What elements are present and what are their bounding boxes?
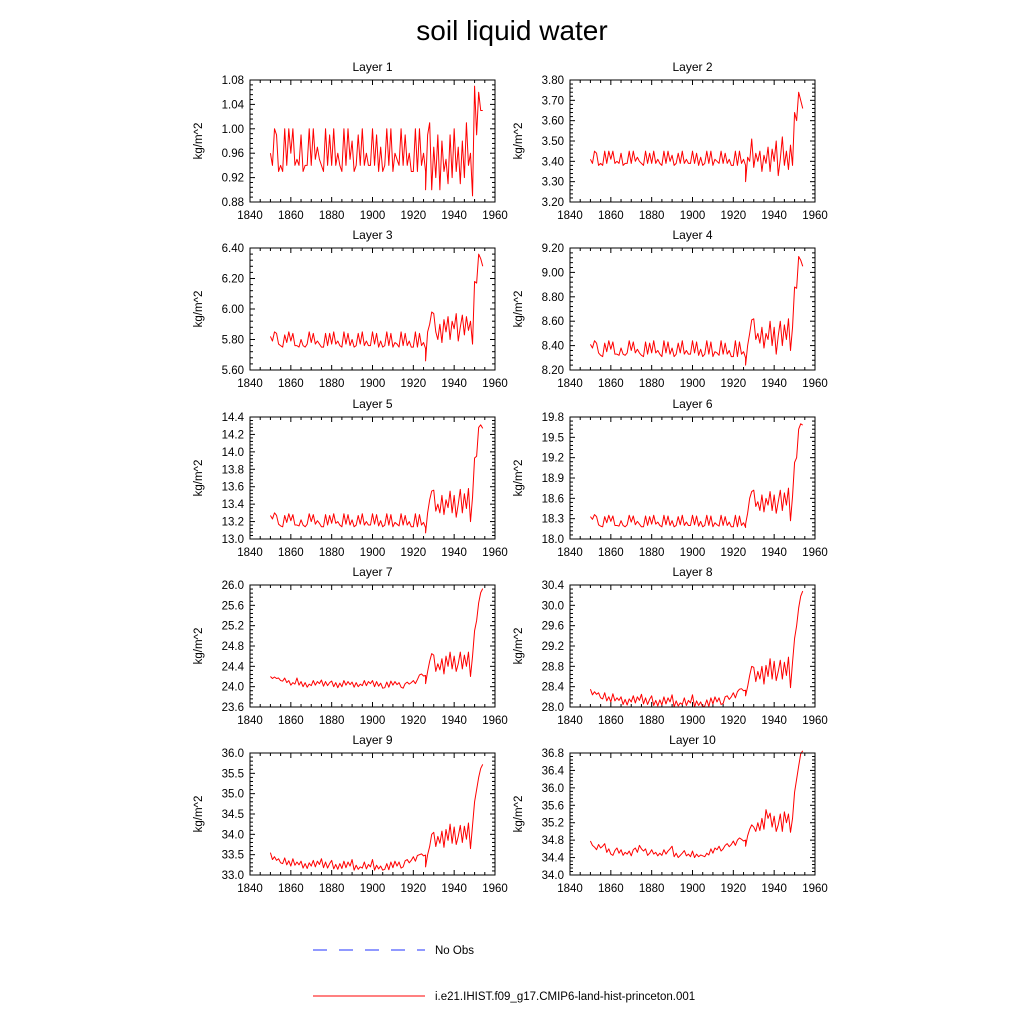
y-tick-label: 18.6 bbox=[541, 493, 564, 506]
y-tick-label: 24.4 bbox=[221, 661, 244, 674]
x-tick-label: 1900 bbox=[359, 547, 386, 559]
y-tick-label: 0.92 bbox=[221, 172, 244, 185]
y-tick-label: 8.40 bbox=[541, 340, 564, 353]
y-tick-label: 34.0 bbox=[541, 870, 564, 882]
chart-panel bbox=[513, 397, 828, 559]
y-tick-label: 13.4 bbox=[221, 499, 244, 512]
x-tick-label: 1900 bbox=[679, 715, 706, 727]
x-tick-label: 1900 bbox=[679, 883, 706, 895]
x-tick-label: 1900 bbox=[359, 378, 386, 390]
x-tick-label: 1920 bbox=[720, 547, 747, 559]
y-tick-label: 5.60 bbox=[221, 365, 244, 377]
y-tick-label: 13.0 bbox=[221, 534, 244, 546]
x-tick-label: 1840 bbox=[237, 715, 263, 727]
y-tick-label: 3.70 bbox=[541, 95, 564, 108]
y-tick-label: 29.2 bbox=[541, 641, 564, 653]
panel-title: Layer 2 bbox=[672, 60, 713, 74]
x-tick-label: 1840 bbox=[237, 547, 263, 559]
chart-panel bbox=[193, 60, 508, 222]
x-tick-label: 1900 bbox=[679, 378, 706, 390]
y-tick-label: 36.0 bbox=[221, 748, 244, 760]
series-line bbox=[590, 751, 802, 858]
x-tick-label: 1840 bbox=[557, 378, 583, 390]
x-tick-label: 1940 bbox=[441, 210, 467, 222]
legend bbox=[313, 945, 695, 1003]
series-line bbox=[270, 425, 482, 533]
y-tick-label: 28.4 bbox=[541, 681, 564, 694]
y-tick-label: 34.4 bbox=[541, 852, 564, 865]
y-tick-label: 14.2 bbox=[221, 429, 244, 442]
y-tick-label: 0.96 bbox=[221, 148, 244, 161]
y-tick-label: 29.6 bbox=[541, 620, 564, 633]
y-tick-label: 18.3 bbox=[541, 513, 564, 526]
x-tick-label: 1920 bbox=[400, 210, 427, 222]
panel-title: Layer 8 bbox=[672, 565, 713, 579]
x-tick-label: 1940 bbox=[441, 378, 467, 390]
x-tick-label: 1880 bbox=[638, 547, 665, 559]
chart-panel bbox=[193, 565, 508, 727]
plot-frame bbox=[570, 80, 815, 202]
x-tick-label: 1860 bbox=[278, 210, 304, 222]
y-axis-label: kg/m^2 bbox=[513, 795, 525, 833]
chart-panel bbox=[193, 733, 508, 895]
y-tick-label: 3.60 bbox=[541, 115, 564, 128]
plot-frame bbox=[570, 585, 815, 707]
chart-panel bbox=[513, 565, 828, 727]
y-tick-label: 13.8 bbox=[221, 464, 244, 477]
x-tick-label: 1880 bbox=[638, 715, 665, 727]
series-line bbox=[270, 589, 482, 689]
y-axis-label: kg/m^2 bbox=[193, 459, 205, 497]
y-axis-label: kg/m^2 bbox=[193, 122, 205, 160]
chart-panel bbox=[193, 397, 508, 559]
x-tick-label: 1960 bbox=[802, 547, 828, 559]
y-tick-label: 23.6 bbox=[221, 702, 244, 714]
legend-model-label: i.e21.IHIST.f09_g17.CMIP6-land-hist-princeton.001 bbox=[435, 991, 696, 1003]
y-tick-label: 33.0 bbox=[221, 870, 244, 882]
y-tick-label: 36.0 bbox=[541, 782, 564, 795]
x-tick-label: 1960 bbox=[482, 883, 508, 895]
y-tick-label: 14.0 bbox=[221, 446, 244, 459]
plot-frame bbox=[250, 248, 495, 370]
plot-frame bbox=[570, 417, 815, 539]
x-tick-label: 1960 bbox=[482, 715, 508, 727]
x-tick-label: 1860 bbox=[598, 210, 624, 222]
x-tick-label: 1840 bbox=[557, 210, 583, 222]
x-tick-label: 1960 bbox=[802, 210, 828, 222]
x-tick-label: 1940 bbox=[761, 210, 787, 222]
x-tick-label: 1940 bbox=[441, 715, 467, 727]
y-tick-label: 13.2 bbox=[221, 516, 244, 529]
y-tick-label: 30.4 bbox=[541, 580, 564, 592]
series-line bbox=[270, 764, 482, 870]
x-tick-label: 1880 bbox=[638, 210, 665, 222]
x-tick-label: 1900 bbox=[359, 210, 386, 222]
figure-title: soil liquid water bbox=[416, 15, 608, 46]
y-tick-label: 9.00 bbox=[541, 267, 564, 280]
x-tick-label: 1900 bbox=[679, 547, 706, 559]
y-tick-label: 3.40 bbox=[541, 156, 564, 169]
plot-frame bbox=[250, 753, 495, 875]
y-tick-label: 8.80 bbox=[541, 291, 564, 304]
y-axis-label: kg/m^2 bbox=[193, 795, 205, 833]
x-tick-label: 1840 bbox=[237, 210, 263, 222]
x-tick-label: 1880 bbox=[318, 210, 345, 222]
y-tick-label: 33.5 bbox=[221, 849, 244, 862]
plot-frame bbox=[570, 753, 815, 875]
series-line bbox=[590, 424, 802, 528]
y-tick-label: 3.20 bbox=[541, 197, 564, 209]
x-tick-label: 1920 bbox=[400, 378, 427, 390]
panel-title: Layer 1 bbox=[352, 60, 393, 74]
y-tick-label: 14.4 bbox=[221, 412, 244, 424]
x-tick-label: 1900 bbox=[359, 715, 386, 727]
x-tick-label: 1940 bbox=[441, 883, 467, 895]
x-tick-label: 1900 bbox=[359, 883, 386, 895]
chart-panel bbox=[193, 228, 508, 390]
x-tick-label: 1960 bbox=[802, 378, 828, 390]
y-tick-label: 36.8 bbox=[541, 748, 564, 760]
series-line bbox=[590, 92, 802, 181]
chart-panels bbox=[193, 60, 828, 895]
panel-title: Layer 4 bbox=[672, 228, 713, 242]
y-tick-label: 18.9 bbox=[541, 473, 564, 485]
y-tick-label: 30.0 bbox=[541, 600, 564, 613]
y-tick-label: 5.80 bbox=[221, 334, 244, 347]
x-tick-label: 1900 bbox=[679, 210, 706, 222]
y-axis-label: kg/m^2 bbox=[513, 459, 525, 497]
x-tick-label: 1860 bbox=[598, 547, 624, 559]
x-tick-label: 1840 bbox=[557, 715, 583, 727]
x-tick-label: 1920 bbox=[720, 715, 747, 727]
x-tick-label: 1880 bbox=[318, 547, 345, 559]
y-tick-label: 36.4 bbox=[541, 765, 564, 778]
y-tick-label: 26.0 bbox=[221, 580, 244, 592]
x-tick-label: 1860 bbox=[598, 378, 624, 390]
panel-title: Layer 3 bbox=[352, 228, 393, 242]
x-tick-label: 1960 bbox=[482, 378, 508, 390]
y-tick-label: 1.08 bbox=[221, 75, 244, 87]
y-tick-label: 35.6 bbox=[541, 800, 564, 813]
x-tick-label: 1960 bbox=[482, 210, 508, 222]
x-tick-label: 1940 bbox=[761, 378, 787, 390]
chart-panel bbox=[513, 60, 828, 222]
x-tick-label: 1920 bbox=[720, 378, 747, 390]
x-tick-label: 1860 bbox=[598, 883, 624, 895]
y-tick-label: 19.8 bbox=[541, 412, 564, 424]
y-tick-label: 8.60 bbox=[541, 316, 564, 329]
chart-panel bbox=[513, 733, 828, 895]
x-tick-label: 1860 bbox=[278, 715, 304, 727]
x-tick-label: 1880 bbox=[318, 883, 345, 895]
x-tick-label: 1840 bbox=[557, 547, 583, 559]
x-tick-label: 1920 bbox=[400, 883, 427, 895]
y-tick-label: 13.6 bbox=[221, 481, 244, 494]
panel-title: Layer 5 bbox=[352, 397, 393, 411]
plot-frame bbox=[250, 585, 495, 707]
x-tick-label: 1960 bbox=[802, 715, 828, 727]
y-tick-label: 8.20 bbox=[541, 365, 564, 377]
panel-title: Layer 9 bbox=[352, 733, 393, 747]
chart-panel bbox=[513, 228, 828, 390]
y-tick-label: 6.20 bbox=[221, 273, 244, 286]
y-axis-label: kg/m^2 bbox=[513, 627, 525, 665]
y-tick-label: 9.20 bbox=[541, 243, 564, 255]
y-tick-label: 18.0 bbox=[541, 534, 564, 546]
x-tick-label: 1860 bbox=[278, 883, 304, 895]
y-tick-label: 34.0 bbox=[221, 829, 244, 842]
y-axis-label: kg/m^2 bbox=[513, 290, 525, 328]
y-tick-label: 25.2 bbox=[221, 620, 244, 633]
y-axis-label: kg/m^2 bbox=[193, 627, 205, 665]
y-tick-label: 1.00 bbox=[221, 123, 244, 136]
series-line bbox=[590, 591, 802, 707]
x-tick-label: 1840 bbox=[237, 883, 263, 895]
panel-title: Layer 10 bbox=[669, 733, 716, 747]
x-tick-label: 1840 bbox=[237, 378, 263, 390]
series-line bbox=[270, 254, 482, 361]
x-tick-label: 1840 bbox=[557, 883, 583, 895]
x-tick-label: 1920 bbox=[720, 210, 747, 222]
y-axis-label: kg/m^2 bbox=[513, 122, 525, 160]
y-tick-label: 3.30 bbox=[541, 176, 564, 189]
x-tick-label: 1960 bbox=[802, 883, 828, 895]
y-tick-label: 35.2 bbox=[541, 817, 564, 830]
y-tick-label: 24.8 bbox=[221, 641, 244, 653]
y-tick-label: 19.2 bbox=[541, 452, 564, 465]
panel-title: Layer 7 bbox=[352, 565, 393, 579]
y-tick-label: 34.5 bbox=[221, 809, 244, 821]
y-tick-label: 19.5 bbox=[541, 432, 564, 445]
y-tick-label: 28.8 bbox=[541, 661, 564, 674]
x-tick-label: 1920 bbox=[400, 715, 427, 727]
y-tick-label: 25.6 bbox=[221, 600, 244, 613]
x-tick-label: 1860 bbox=[278, 547, 304, 559]
series-line bbox=[590, 257, 802, 366]
x-tick-label: 1880 bbox=[318, 378, 345, 390]
y-tick-label: 34.8 bbox=[541, 835, 564, 848]
y-tick-label: 6.00 bbox=[221, 304, 244, 316]
x-tick-label: 1860 bbox=[598, 715, 624, 727]
x-tick-label: 1860 bbox=[278, 378, 304, 390]
series-line bbox=[270, 86, 482, 196]
y-tick-label: 35.5 bbox=[221, 768, 244, 781]
x-tick-label: 1880 bbox=[638, 883, 665, 895]
x-tick-label: 1940 bbox=[761, 547, 787, 559]
x-tick-label: 1920 bbox=[720, 883, 747, 895]
y-tick-label: 0.88 bbox=[221, 197, 244, 209]
x-tick-label: 1880 bbox=[318, 715, 345, 727]
y-tick-label: 3.80 bbox=[541, 75, 564, 87]
x-tick-label: 1940 bbox=[441, 547, 467, 559]
x-tick-label: 1880 bbox=[638, 378, 665, 390]
plot-frame bbox=[250, 80, 495, 202]
panel-title: Layer 6 bbox=[672, 397, 713, 411]
y-tick-label: 1.04 bbox=[221, 99, 244, 112]
y-tick-label: 3.50 bbox=[541, 136, 564, 148]
y-tick-label: 35.0 bbox=[221, 788, 244, 801]
y-tick-label: 24.0 bbox=[221, 681, 244, 694]
legend-obs-label: No Obs bbox=[435, 945, 474, 957]
y-tick-label: 28.0 bbox=[541, 702, 564, 714]
x-tick-label: 1960 bbox=[482, 547, 508, 559]
x-tick-label: 1940 bbox=[761, 883, 787, 895]
x-tick-label: 1940 bbox=[761, 715, 787, 727]
x-tick-label: 1920 bbox=[400, 547, 427, 559]
y-tick-label: 6.40 bbox=[221, 243, 244, 255]
y-axis-label: kg/m^2 bbox=[193, 290, 205, 328]
